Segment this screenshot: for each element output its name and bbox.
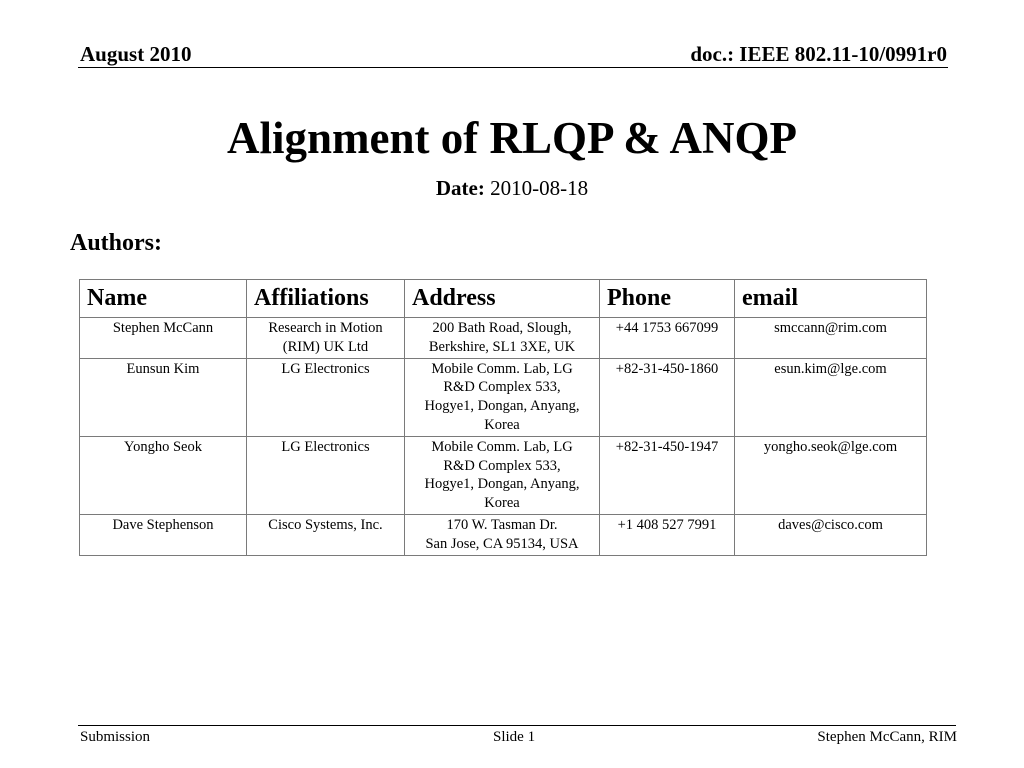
cell-address-line: Korea xyxy=(484,495,520,512)
cell-affiliation-line: (RIM) UK Ltd xyxy=(282,338,369,355)
cell-phone xyxy=(600,318,735,359)
cell-address xyxy=(405,436,600,514)
table-row xyxy=(80,318,927,359)
footer-slide-number: Slide 1 xyxy=(493,729,536,745)
date-value: 2010-08-18 xyxy=(490,176,589,200)
authors-heading: Authors: xyxy=(70,230,163,256)
date-line xyxy=(0,175,1024,201)
cell-email xyxy=(735,514,927,555)
footer-rule xyxy=(78,725,956,726)
column-header-name: Name xyxy=(80,280,247,318)
cell-address-line: 170 W. Tasman Dr. xyxy=(446,516,558,533)
column-header-email: email xyxy=(735,280,927,318)
cell-address xyxy=(405,318,600,359)
cell-address-line: Korea xyxy=(484,416,520,433)
cell-affiliation-line: Cisco Systems, Inc. xyxy=(268,516,383,533)
cell-affiliation xyxy=(247,358,405,436)
footer-submission: Submission xyxy=(80,729,151,745)
cell-address-line: Berkshire, SL1 3XE, UK xyxy=(428,338,576,355)
cell-address-line: Hogye1, Dongan, Anyang, xyxy=(424,476,580,493)
cell-email-line: smccann@rim.com xyxy=(774,320,887,336)
cell-address-line: Hogye1, Dongan, Anyang, xyxy=(424,398,580,415)
cell-phone xyxy=(600,436,735,514)
cell-affiliation xyxy=(247,318,405,359)
column-header-affiliations: Affiliations xyxy=(247,280,405,318)
column-header-address: Address xyxy=(405,280,600,318)
cell-name-line: Yongho Seok xyxy=(124,438,202,455)
cell-address-line: San Jose, CA 95134, USA xyxy=(425,535,579,552)
cell-name xyxy=(80,514,247,555)
cell-address xyxy=(405,358,600,436)
header-rule xyxy=(78,67,948,68)
header-doc-id: doc.: IEEE 802.11-10/0991r0 xyxy=(690,42,947,66)
cell-address-line: Mobile Comm. Lab, LG xyxy=(431,360,573,377)
cell-name-line: Stephen McCann xyxy=(112,320,214,336)
cell-address-line: 200 Bath Road, Slough, xyxy=(432,320,572,336)
cell-phone-line: +82-31-450-1947 xyxy=(615,438,719,455)
cell-name-line: Dave Stephenson xyxy=(112,516,214,533)
cell-address-line: Mobile Comm. Lab, LG xyxy=(431,438,573,455)
cell-address-line: R&D Complex 533, xyxy=(443,379,561,396)
cell-email xyxy=(735,436,927,514)
cell-name-line: Eunsun Kim xyxy=(126,360,200,377)
cell-email-line: esun.kim@lge.com xyxy=(774,360,887,377)
cell-phone xyxy=(600,358,735,436)
table-header-row xyxy=(80,280,927,318)
table-row xyxy=(80,514,927,555)
cell-phone-line: +44 1753 667099 xyxy=(615,320,719,336)
authors-table xyxy=(79,279,927,556)
cell-affiliation xyxy=(247,514,405,555)
cell-address xyxy=(405,514,600,555)
cell-email-line: yongho.seok@lge.com xyxy=(763,438,898,455)
table-row xyxy=(80,358,927,436)
cell-name xyxy=(80,436,247,514)
table-row xyxy=(80,436,927,514)
cell-affiliation-line: LG Electronics xyxy=(281,360,370,377)
cell-phone-line: +82-31-450-1860 xyxy=(615,360,719,377)
slide-title: Alignment of RLQP & ANQP xyxy=(227,113,797,163)
cell-email-line: daves@cisco.com xyxy=(778,516,883,533)
cell-email xyxy=(735,358,927,436)
cell-email xyxy=(735,318,927,359)
footer-author: Stephen McCann, RIM xyxy=(817,729,957,745)
cell-phone-line: +1 408 527 7991 xyxy=(617,516,717,533)
cell-phone xyxy=(600,514,735,555)
cell-name xyxy=(80,358,247,436)
cell-name xyxy=(80,318,247,359)
cell-affiliation xyxy=(247,436,405,514)
cell-affiliation-line: Research in Motion xyxy=(268,320,383,336)
header-date: August 2010 xyxy=(80,42,192,66)
date-label: Date: xyxy=(435,176,485,200)
column-header-phone: Phone xyxy=(600,280,735,318)
cell-affiliation-line: LG Electronics xyxy=(281,438,370,455)
cell-address-line: R&D Complex 533, xyxy=(443,457,561,474)
